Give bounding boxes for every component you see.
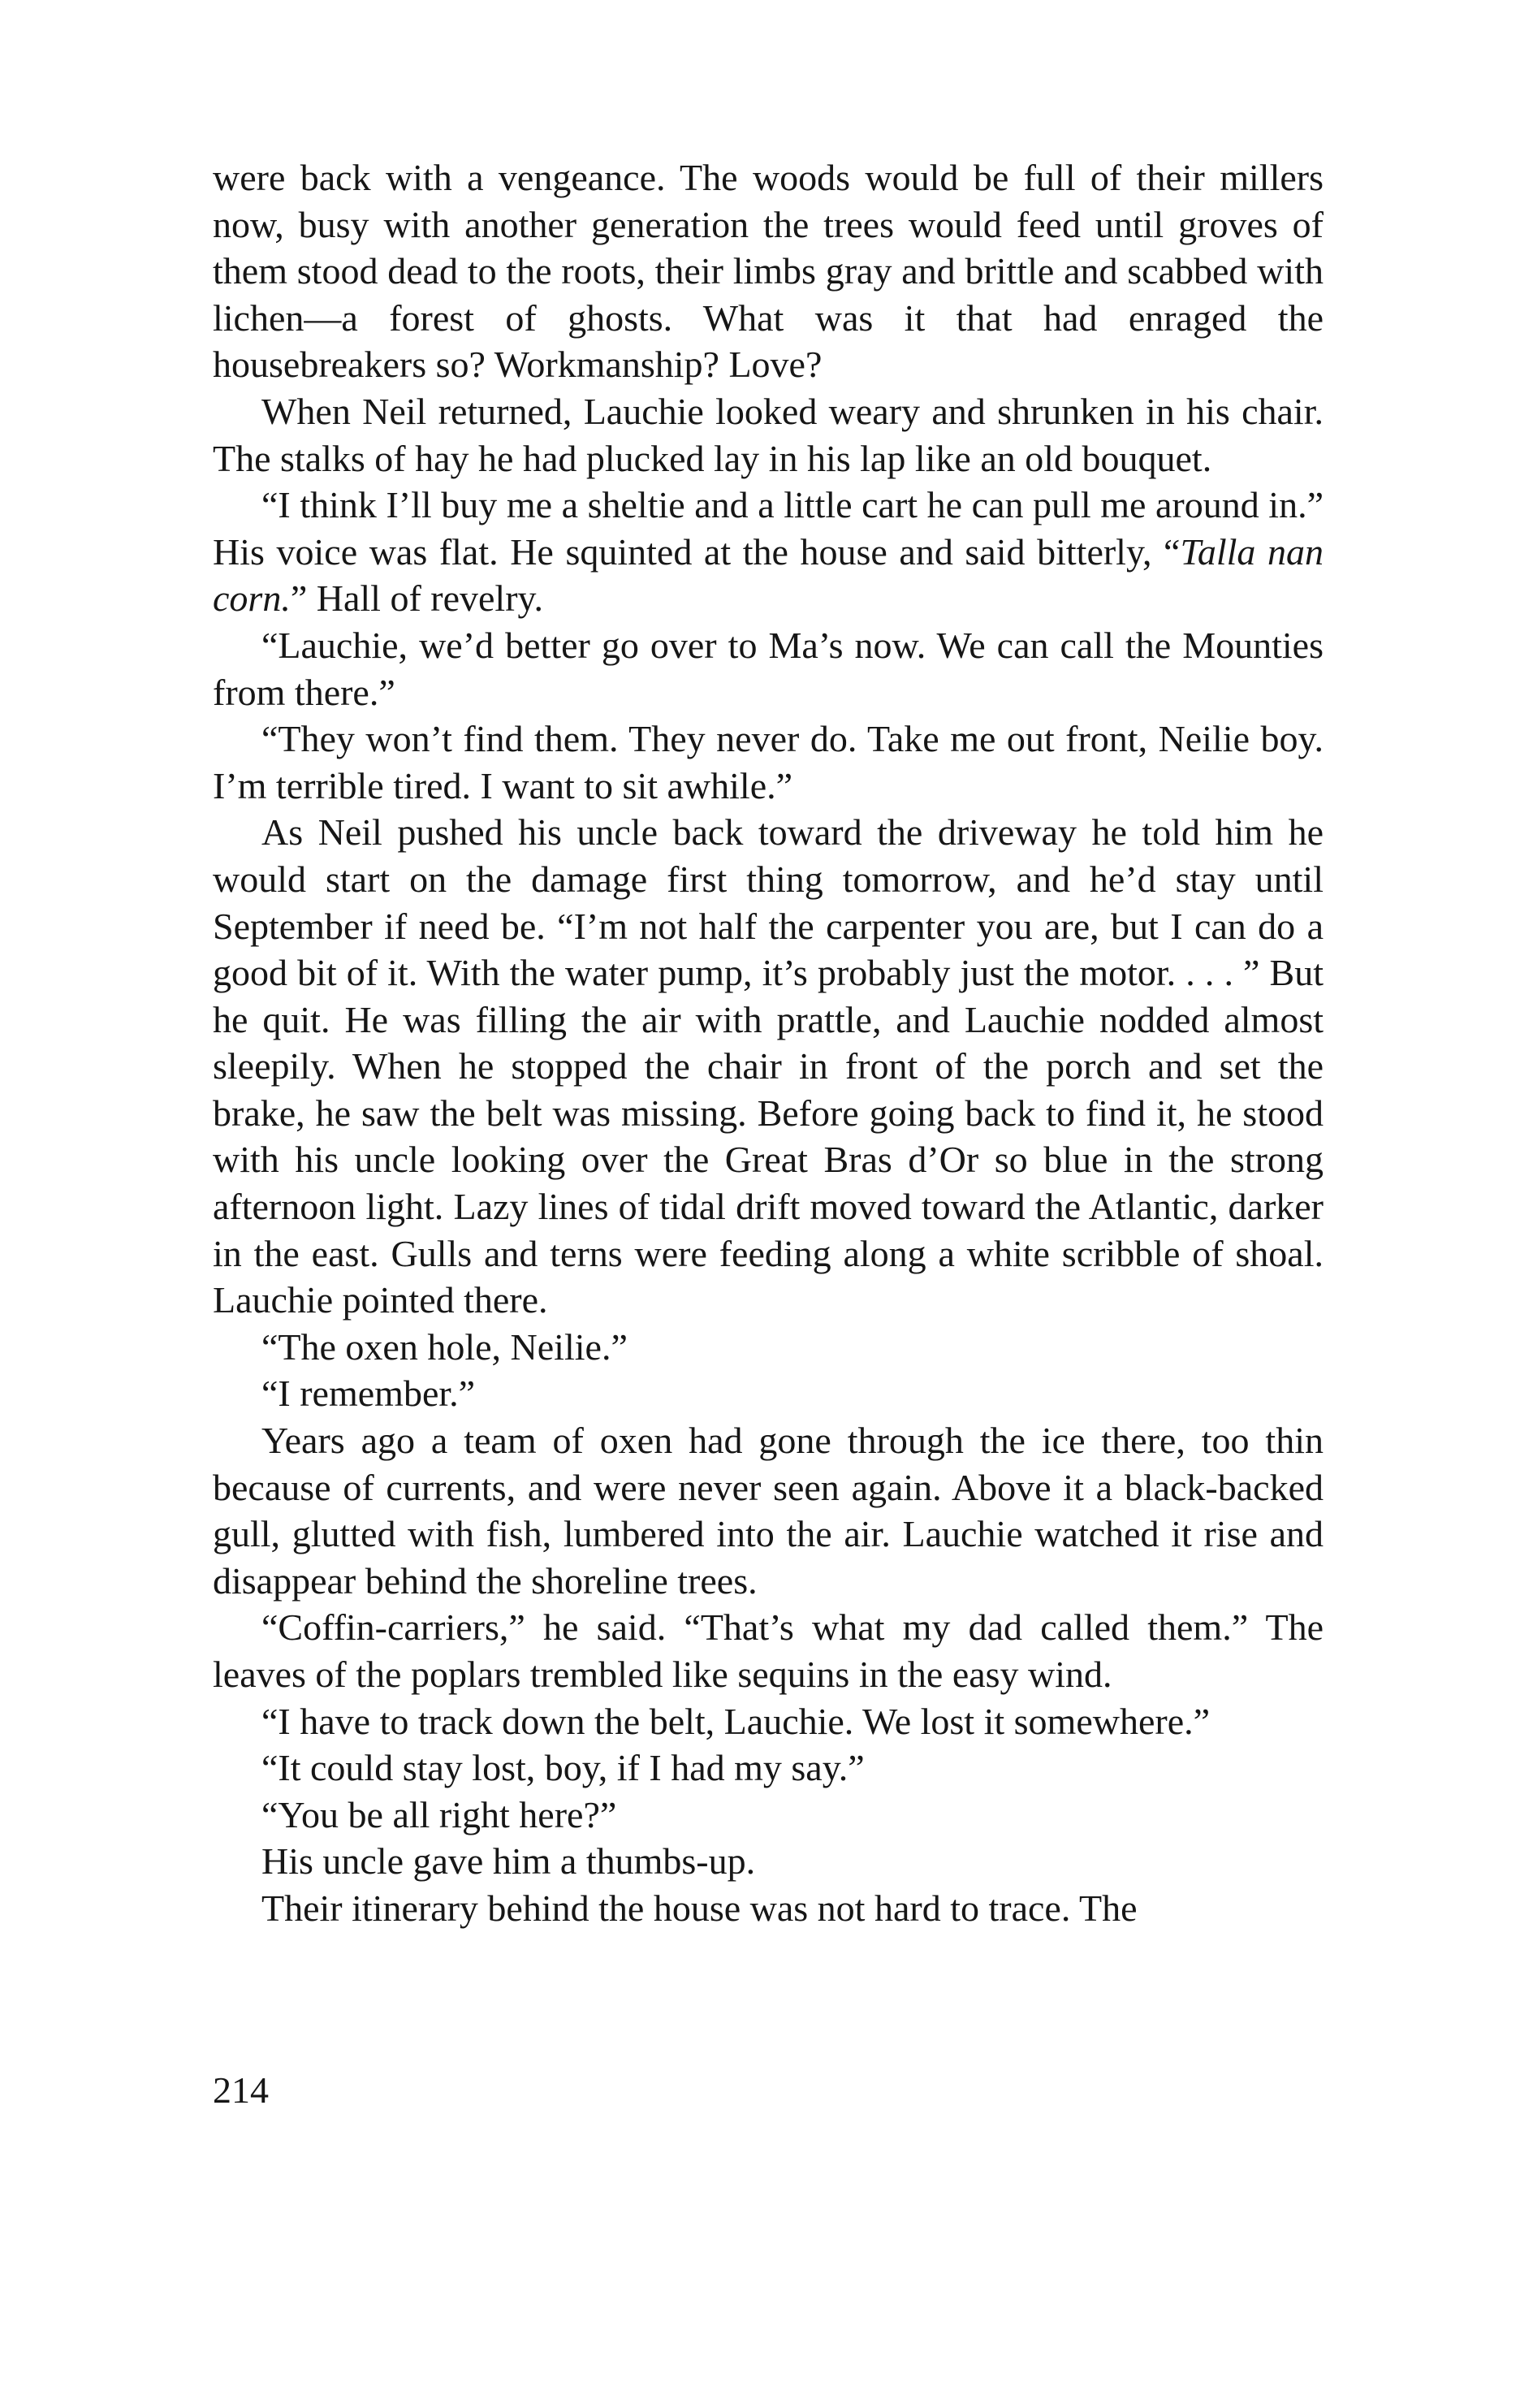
- paragraph-6: As Neil pushed his uncle back toward the driveway he told him he would start on the damage first thing tomorrow, and he’d stay until September if need be. “I’m not half the carpenter you are, but I can do a good bit of it. With the water pump, it’s probably just the motor. . . . ” But he quit. He was filling the air with prattle, and Lauchie nodded almost sleepily. When he stopped the chair in front of the porch and set the brake, he saw the belt was missing. Before going back to find it, he stood with his uncle looking over the Great Bras d’Or so blue in the strong afternoon light. Lazy lines of tidal drift moved toward the Atlantic, darker in the east. Gulls and terns were feeding along a white scribble of shoal. Lauchie pointed there.: [213, 811, 1324, 1321]
- paragraph-12: “It could stay lost, boy, if I had my say.”: [261, 1747, 865, 1789]
- paragraph-3: “I think I’ll buy me a sheltie and a little cart he can pull me around in.” His voice was flat. He squinted at the house and said bitterly, “Talla nan corn.” Hall of revelry.: [213, 484, 1324, 620]
- gaelic-phrase: Talla nan corn.: [213, 530, 1324, 620]
- paragraph-11: “I have to track down the belt, Lauchie. We lost it somewhere.”: [261, 1700, 1211, 1742]
- paragraph-7: “The oxen hole, Neilie.”: [261, 1325, 628, 1368]
- body-text: [213, 154, 1324, 1932]
- paragraph-8: “I remember.”: [261, 1373, 476, 1415]
- paragraph-1: were back with a vengeance. The woods would be full of their millers now, busy with another generation the trees would feed until groves of them stood dead to the roots, their limbs gray and brittle and scabbed with lichen—a forest of ghosts. What was it that had enraged the housebreakers so? Workmanship? Love?: [213, 157, 1324, 386]
- paragraph-4: “Lauchie, we’d better go over to Ma’s now. We can call the Mounties from there.”: [213, 624, 1324, 713]
- paragraph-2: When Neil returned, Lauchie looked weary and shrunken in his chair. The stalks of hay he had plucked lay in his lap like an old bouquet.: [213, 390, 1324, 479]
- paragraph-15: Their itinerary behind the house was not hard to trace. The: [261, 1887, 1138, 1929]
- page-number: 214: [213, 2069, 269, 2111]
- paragraph-10: “Coffin-carriers,” he said. “That’s what my dad called them.” The leaves of the poplars trembled like sequins in the easy wind.: [213, 1606, 1324, 1695]
- paragraph-9: Years ago a team of oxen had gone through the ice there, too thin because of currents, and were never seen again. Above it a black-backed gull, glutted with fish, lumbered into the air. Lauchie watched it rise and disappear behind the shoreline trees.: [213, 1420, 1324, 1602]
- paragraph-13: “You be all right here?”: [261, 1793, 617, 1835]
- paragraph-14: His uncle gave him a thumbs-up.: [261, 1840, 756, 1883]
- paragraph-5: “They won’t find them. They never do. Take me out front, Neilie boy. I’m terrible tired. I want to sit awhile.”: [213, 718, 1324, 806]
